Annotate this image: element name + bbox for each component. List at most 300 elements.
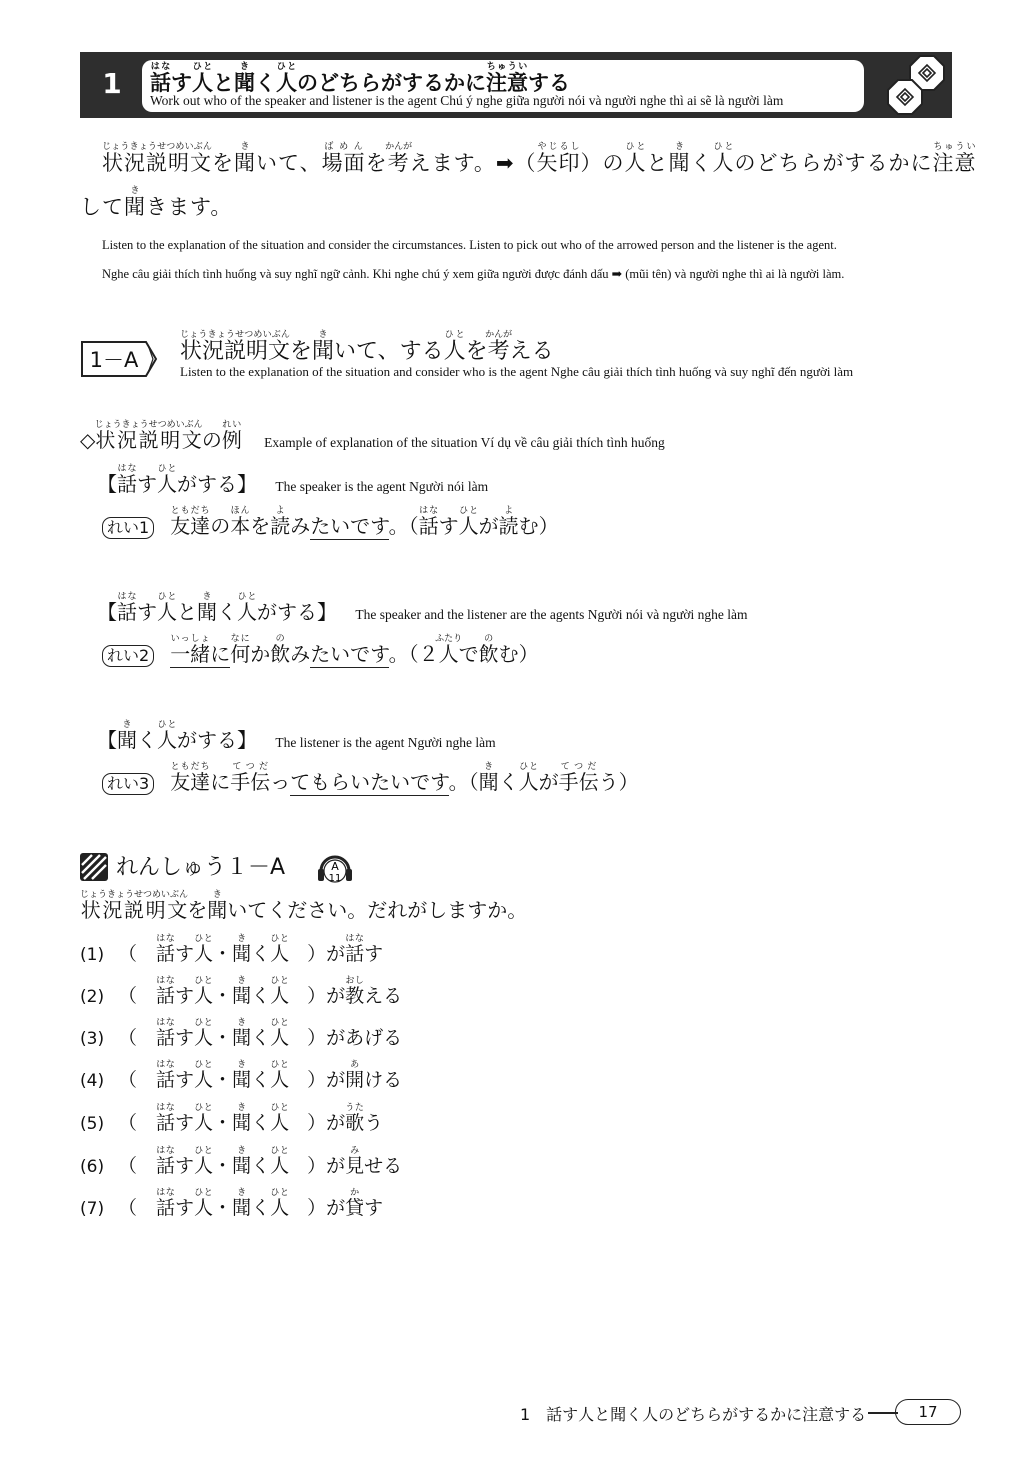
text-segment: く: [251, 1069, 271, 1091]
ruby-word: 聞き: [478, 762, 499, 794]
furigana: はな: [156, 1188, 176, 1198]
text-segment: いてください。だれがしますか。: [227, 898, 528, 922]
text-segment: が: [538, 770, 559, 794]
ruby-word: 聞き: [117, 720, 137, 752]
text-segment: ・: [213, 1069, 233, 1091]
examples-heading: [80, 420, 665, 453]
text-segment: く: [251, 985, 271, 1007]
furigana: き: [478, 762, 499, 772]
text-segment: を: [187, 898, 208, 922]
ruby-word: 人ひと: [270, 1060, 290, 1091]
question-verb: [307, 1188, 384, 1219]
text-segment: す: [175, 1027, 195, 1049]
furigana: き: [668, 142, 691, 152]
audio-number: 11: [328, 873, 342, 884]
intro-line-1: [102, 142, 977, 177]
question-number: (5): [80, 1114, 105, 1134]
ruby-word: 話はな: [156, 1103, 176, 1134]
practice-instruction: [80, 890, 527, 923]
text-segment: ）の: [580, 151, 625, 175]
ruby-word: 聞き: [207, 890, 228, 922]
page-number: 17: [895, 1399, 961, 1425]
furigana: じょうきょうせつめいぶん: [94, 420, 203, 430]
furigana: ひと: [270, 934, 290, 944]
furigana: ひと: [194, 1018, 214, 1028]
ruby-word: 話はな: [156, 976, 176, 1007]
furigana: ひと: [458, 506, 479, 516]
text-segment: す: [175, 1069, 195, 1091]
text-segment: ）が: [307, 1112, 346, 1134]
ruby-word: 話はな: [150, 62, 171, 95]
text-segment: で: [458, 642, 479, 666]
furigana: ひと: [157, 464, 177, 474]
ruby-word: 聞き: [232, 1146, 252, 1177]
ruby-word: 本ほん: [230, 506, 251, 538]
text-segment: う: [364, 1112, 384, 1134]
furigana: き: [197, 592, 217, 602]
question-row: [80, 1188, 383, 1220]
text-segment: えます。➡（: [409, 151, 537, 175]
question-row: [80, 1018, 402, 1050]
text-segment: いて、: [256, 151, 322, 175]
furigana: ひと: [443, 330, 466, 340]
open-paren: （: [118, 1112, 138, 1134]
ruby-word: 人ひと: [270, 934, 290, 965]
furigana: ひと: [518, 762, 539, 772]
question-number: (7): [80, 1199, 105, 1219]
furigana: き: [232, 934, 252, 944]
ruby-word: 人ひと: [270, 1188, 290, 1219]
furigana: の: [270, 634, 291, 644]
ruby-word: 人ひと: [192, 62, 213, 95]
example-sentence-2: [102, 634, 539, 667]
text-segment: 【: [97, 728, 117, 752]
open-paren: （: [118, 1197, 138, 1219]
text-segment: か: [250, 642, 271, 666]
section-badge: [80, 340, 158, 378]
ruby-word: 状況説明文じょうきょうせつめいぶん: [94, 420, 203, 452]
answer-choice[interactable]: [156, 934, 290, 965]
text-segment: ・: [213, 1112, 233, 1134]
furigana: き: [232, 1018, 252, 1028]
text-segment: む）: [498, 642, 539, 666]
text-segment: を: [212, 151, 234, 175]
answer-choice[interactable]: [156, 1060, 290, 1091]
furigana: ひと: [270, 976, 290, 986]
examples-heading-jp: [80, 420, 242, 452]
text-segment: す: [175, 985, 195, 1007]
text-segment: く: [255, 71, 276, 95]
furigana: はな: [156, 1018, 176, 1028]
furigana: やじるし: [536, 142, 581, 152]
furigana: か: [345, 1188, 365, 1198]
example-label-3: [97, 720, 496, 753]
ruby-word: 人ひと: [270, 1103, 290, 1134]
ruby-word: 人ひと: [270, 1018, 290, 1049]
ruby-word: 考かんが: [485, 330, 513, 364]
question-number: (1): [80, 945, 105, 965]
text-segment: す: [438, 514, 459, 538]
text-segment: と: [213, 71, 234, 95]
furigana: ひと: [270, 1146, 290, 1156]
ruby-word: 開あ: [345, 1060, 365, 1091]
furigana: かんが: [485, 330, 513, 340]
section-title: [180, 330, 554, 365]
text-segment: ）が: [307, 985, 346, 1007]
text-segment: ・: [213, 985, 233, 1007]
furigana: てつだ: [230, 762, 271, 772]
question-row: [80, 934, 383, 966]
furigana: き: [312, 330, 335, 340]
question-row: [80, 1060, 402, 1092]
ruby-word: 注意ちゅうい: [486, 62, 528, 95]
text-segment: ・: [213, 1155, 233, 1177]
text-segment: きます。: [146, 195, 233, 219]
answer-choice[interactable]: [156, 1103, 290, 1134]
text-segment: ）が: [307, 1155, 346, 1177]
question-verb: [307, 1146, 403, 1177]
ruby-word: 人ひと: [194, 934, 214, 965]
ruby-word: 飲の: [270, 634, 291, 666]
furigana: てつだ: [558, 762, 599, 772]
furigana: ひと: [194, 1188, 214, 1198]
ruby-word: 場面ばめん: [321, 142, 366, 175]
text-segment: く: [251, 1197, 271, 1219]
rei-1-badge: れい1: [102, 517, 154, 539]
example-sentence-3: [102, 762, 639, 795]
open-paren: （: [118, 1069, 138, 1091]
text-segment: す: [364, 943, 384, 965]
ruby-word: 人ひと: [194, 1018, 214, 1049]
text-segment: える: [509, 339, 554, 364]
furigana: き: [234, 142, 256, 152]
text-segment: のどちらがするかに: [297, 71, 486, 95]
example-label-3-en: The listener is the agent Người nghe làm: [275, 735, 496, 750]
answer-choice[interactable]: [156, 976, 290, 1007]
practice-title: れんしゅう１－A: [116, 855, 286, 880]
text-segment: う）: [598, 770, 639, 794]
text-segment: す: [137, 600, 157, 624]
question-number: (3): [80, 1029, 105, 1049]
example-label-2-jp: [97, 592, 337, 624]
ruby-word: 話はな: [156, 934, 176, 965]
furigana: き: [232, 1060, 252, 1070]
ruby-word: 話はな: [117, 464, 137, 496]
question-row: [80, 1146, 402, 1178]
ruby-word: 状況説明文じょうきょうせつめいぶん: [80, 890, 189, 922]
furigana: ひと: [157, 592, 177, 602]
text-segment: ・: [213, 1197, 233, 1219]
open-paren: （: [118, 1027, 138, 1049]
text-segment: み: [290, 642, 311, 666]
furigana: はな: [156, 934, 176, 944]
furigana: よ: [498, 506, 519, 516]
furigana: き: [232, 1146, 252, 1156]
furigana: はな: [156, 1060, 176, 1070]
example-sentence-2-text: [170, 634, 539, 668]
text-segment: く: [137, 728, 157, 752]
example-label-1-en: The speaker is the agent Người nói làm: [275, 479, 489, 494]
furigana: ひと: [270, 1188, 290, 1198]
answer-choice[interactable]: [156, 1018, 290, 1049]
ruby-word: 人ひと: [237, 592, 257, 624]
text-segment: がする】: [177, 728, 257, 752]
text-segment: して: [80, 195, 124, 219]
furigana: あ: [345, 1060, 365, 1070]
text-segment: たいです: [310, 514, 389, 538]
question-number: (6): [80, 1157, 105, 1177]
furigana: ともだち: [170, 762, 211, 772]
furigana: ばめん: [321, 142, 366, 152]
text-segment: す: [175, 943, 195, 965]
text-segment: ）が: [307, 1069, 346, 1091]
furigana: ひと: [712, 142, 735, 152]
text-segment: ）があげる: [307, 1027, 403, 1049]
furigana: ひと: [194, 1146, 214, 1156]
intro-vietnamese: Nghe câu giải thích tình huống và suy nghĩ ngữ cảnh. Khi nghe chú ý xem giữa người được đánh dấu ➡ (mũi tên) và người nghe thì ai là người làm.: [102, 267, 845, 281]
furigana: ちゅうい: [486, 62, 528, 72]
text-segment: てもらいたいです: [290, 770, 449, 794]
text-segment: の: [210, 514, 231, 538]
furigana: かんが: [385, 142, 413, 152]
furigana: ひと: [157, 720, 177, 730]
ruby-word: 飲の: [478, 634, 499, 666]
intro-line-2: [80, 186, 232, 221]
section-subtitle: Listen to the explanation of the situation and consider who is the agent Nghe câu giải thích tình huống và suy nghĩ đến người làm: [180, 364, 854, 379]
furigana: はな: [156, 1146, 176, 1156]
text-segment: いて、する: [334, 339, 444, 364]
text-segment: ◇: [80, 428, 96, 452]
text-segment: 。（２: [388, 642, 439, 666]
furigana: ひと: [194, 976, 214, 986]
text-segment: 【: [97, 600, 117, 624]
question-number: (2): [80, 987, 105, 1007]
ruby-word: 人ひと: [624, 142, 647, 175]
furigana: の: [478, 634, 499, 644]
furigana: ちゅうい: [932, 142, 977, 152]
ruby-word: 人ひと: [270, 976, 290, 1007]
question-number: (4): [80, 1071, 105, 1091]
ruby-word: 人ひと: [157, 720, 177, 752]
text-segment: す: [175, 1197, 195, 1219]
furigana: き: [117, 720, 137, 730]
text-segment: ）が: [307, 943, 346, 965]
ruby-word: 聞き: [232, 1060, 252, 1091]
ruby-word: 聞き: [197, 592, 217, 624]
ruby-word: 聞き: [232, 976, 252, 1007]
ruby-word: 聞き: [232, 1018, 252, 1049]
text-segment: す: [137, 472, 157, 496]
text-segment: と: [177, 600, 197, 624]
ruby-word: 話はな: [156, 1018, 176, 1049]
audio-track-icon[interactable]: [315, 849, 355, 889]
ruby-word: 話はな: [156, 1060, 176, 1091]
example-sentence-3-text: [170, 762, 639, 796]
footer-divider: [868, 1412, 898, 1414]
furigana: なに: [230, 634, 251, 644]
text-segment: む）: [518, 514, 559, 538]
text-segment: ・: [213, 1027, 233, 1049]
ruby-word: 見み: [345, 1146, 365, 1177]
audio-letter: A: [331, 860, 339, 873]
ruby-word: 聞き: [234, 62, 255, 95]
furigana: れい: [221, 420, 242, 430]
furigana: き: [234, 62, 255, 72]
question-row: [80, 976, 402, 1008]
furigana: はな: [117, 464, 137, 474]
text-segment: く: [251, 1112, 271, 1134]
ruby-word: 教おし: [345, 976, 365, 1007]
text-segment: と: [646, 151, 669, 175]
text-segment: ける: [364, 1069, 403, 1091]
text-segment: み: [290, 514, 311, 538]
furigana: じょうきょうせつめいぶん: [80, 890, 189, 900]
answer-choice[interactable]: [156, 1188, 290, 1219]
furigana: ふたり: [435, 634, 463, 644]
ruby-word: 話はな: [156, 1146, 176, 1177]
text-segment: す: [171, 71, 192, 95]
furigana: いっしょ: [170, 634, 211, 644]
example-label-1-jp: [97, 464, 257, 496]
footer-chapter-title: 1 話す人と聞く人のどちらがするかに注意する: [520, 1405, 867, 1424]
furigana: はな: [117, 592, 137, 602]
text-segment: す: [175, 1112, 195, 1134]
text-segment: 。（: [388, 514, 419, 538]
ruby-word: 友達ともだち: [170, 506, 211, 538]
furigana: はな: [156, 1103, 176, 1113]
text-segment: っ: [270, 770, 291, 794]
ruby-word: 人ひと: [157, 464, 177, 496]
text-segment: す: [175, 1155, 195, 1177]
furigana: じょうきょうせつめいぶん: [102, 142, 212, 152]
furigana: はな: [150, 62, 171, 72]
ruby-word: 友達ともだち: [170, 762, 211, 794]
answer-choice[interactable]: [156, 1146, 290, 1177]
ruby-word: 人ひと: [276, 62, 297, 95]
ruby-word: 状況説明文じょうきょうせつめいぶん: [102, 142, 212, 175]
ruby-word: 聞き: [124, 186, 146, 219]
question-verb: [307, 1027, 402, 1049]
question-verb: [307, 934, 384, 965]
furigana: おし: [345, 976, 365, 986]
furigana: はな: [156, 976, 176, 986]
example-label-3-jp: [97, 720, 257, 752]
ruby-word: 矢印やじるし: [536, 142, 581, 175]
ruby-word: 人ひと: [443, 330, 466, 364]
section-badge-label: 1－A: [89, 348, 139, 372]
furigana: き: [232, 1103, 252, 1113]
text-segment: が: [478, 514, 499, 538]
text-segment: を: [465, 339, 488, 364]
ruby-word: 人ひと: [458, 506, 479, 538]
text-segment: がする】: [177, 472, 257, 496]
ruby-word: 歌うた: [345, 1103, 365, 1134]
ruby-word: 人ひと: [157, 592, 177, 624]
furigana: ひと: [624, 142, 647, 152]
chapter-number: 1: [102, 67, 122, 100]
ruby-word: 聞き: [234, 142, 256, 175]
text-segment: を: [365, 151, 388, 175]
text-segment: く: [251, 1027, 271, 1049]
ruby-word: 話はな: [117, 592, 137, 624]
text-segment: ）が: [307, 1197, 346, 1219]
ruby-word: 貸か: [345, 1188, 365, 1219]
text-segment: く: [251, 1155, 271, 1177]
text-segment: を: [250, 514, 271, 538]
ruby-word: 人ひと: [518, 762, 539, 794]
furigana: ひと: [276, 62, 297, 72]
text-segment: がする】: [257, 600, 337, 624]
furigana: ひと: [270, 1060, 290, 1070]
ruby-word: 話はな: [156, 1188, 176, 1219]
furigana: き: [232, 1188, 252, 1198]
furigana: ほん: [230, 506, 251, 516]
question-verb: [307, 976, 403, 1007]
furigana: はな: [418, 506, 439, 516]
furigana: ひと: [194, 1060, 214, 1070]
example-label-2-en: The speaker and the listener are the agents Người nói và người nghe làm: [355, 607, 748, 622]
chapter-subtitle: Work out who of the speaker and listener is the agent Chú ý nghe giữa người nói và người nghe thì ai sẽ là người làm: [150, 93, 784, 108]
text-segment: 。（: [448, 770, 479, 794]
question-verb: [307, 1060, 403, 1091]
text-segment: く: [498, 770, 519, 794]
example-sentence-1-text: [170, 506, 559, 540]
ruby-word: 何なに: [230, 634, 251, 666]
furigana: ひと: [237, 592, 257, 602]
open-paren: （: [118, 943, 138, 965]
question-verb: [307, 1103, 384, 1134]
text-segment: ・: [213, 943, 233, 965]
text-segment: たいです: [310, 642, 389, 666]
ruby-word: 人ひと: [194, 976, 214, 1007]
furigana: ともだち: [170, 506, 211, 516]
text-segment: を: [290, 339, 313, 364]
ruby-word: 一緒いっしょ: [170, 634, 211, 666]
text-segment: する: [528, 71, 570, 95]
ruby-word: 聞き: [668, 142, 691, 175]
example-sentence-1: [102, 506, 559, 539]
text-segment: す: [364, 1197, 384, 1219]
open-paren: （: [118, 1155, 138, 1177]
ruby-word: 人ひと: [194, 1103, 214, 1134]
ruby-word: 考かんが: [385, 142, 413, 175]
ruby-word: 話はな: [418, 506, 439, 538]
ruby-word: 聞き: [232, 1188, 252, 1219]
ruby-word: 注意ちゅうい: [932, 142, 977, 175]
furigana: き: [207, 890, 228, 900]
furigana: ひと: [270, 1018, 290, 1028]
text-segment: く: [251, 943, 271, 965]
ruby-word: 状況説明文じょうきょうせつめいぶん: [180, 330, 291, 364]
knot-emblem-icon: [876, 52, 952, 118]
furigana: き: [124, 186, 146, 196]
example-label-2: [97, 592, 748, 625]
furigana: ひと: [194, 934, 214, 944]
question-row: [80, 1103, 383, 1135]
ruby-word: 人ふたり: [435, 634, 463, 666]
text-segment: の: [201, 428, 222, 452]
furigana: はな: [345, 934, 365, 944]
ruby-word: 人ひと: [270, 1146, 290, 1177]
ruby-word: 人ひと: [194, 1060, 214, 1091]
rei-2-badge: れい2: [102, 645, 154, 667]
furigana: ひと: [270, 1103, 290, 1113]
ruby-word: 話はな: [345, 934, 365, 965]
text-segment: に: [210, 642, 231, 666]
ruby-word: 聞き: [232, 934, 252, 965]
ruby-word: 人ひと: [194, 1188, 214, 1219]
ruby-word: 手伝てつだ: [558, 762, 599, 794]
